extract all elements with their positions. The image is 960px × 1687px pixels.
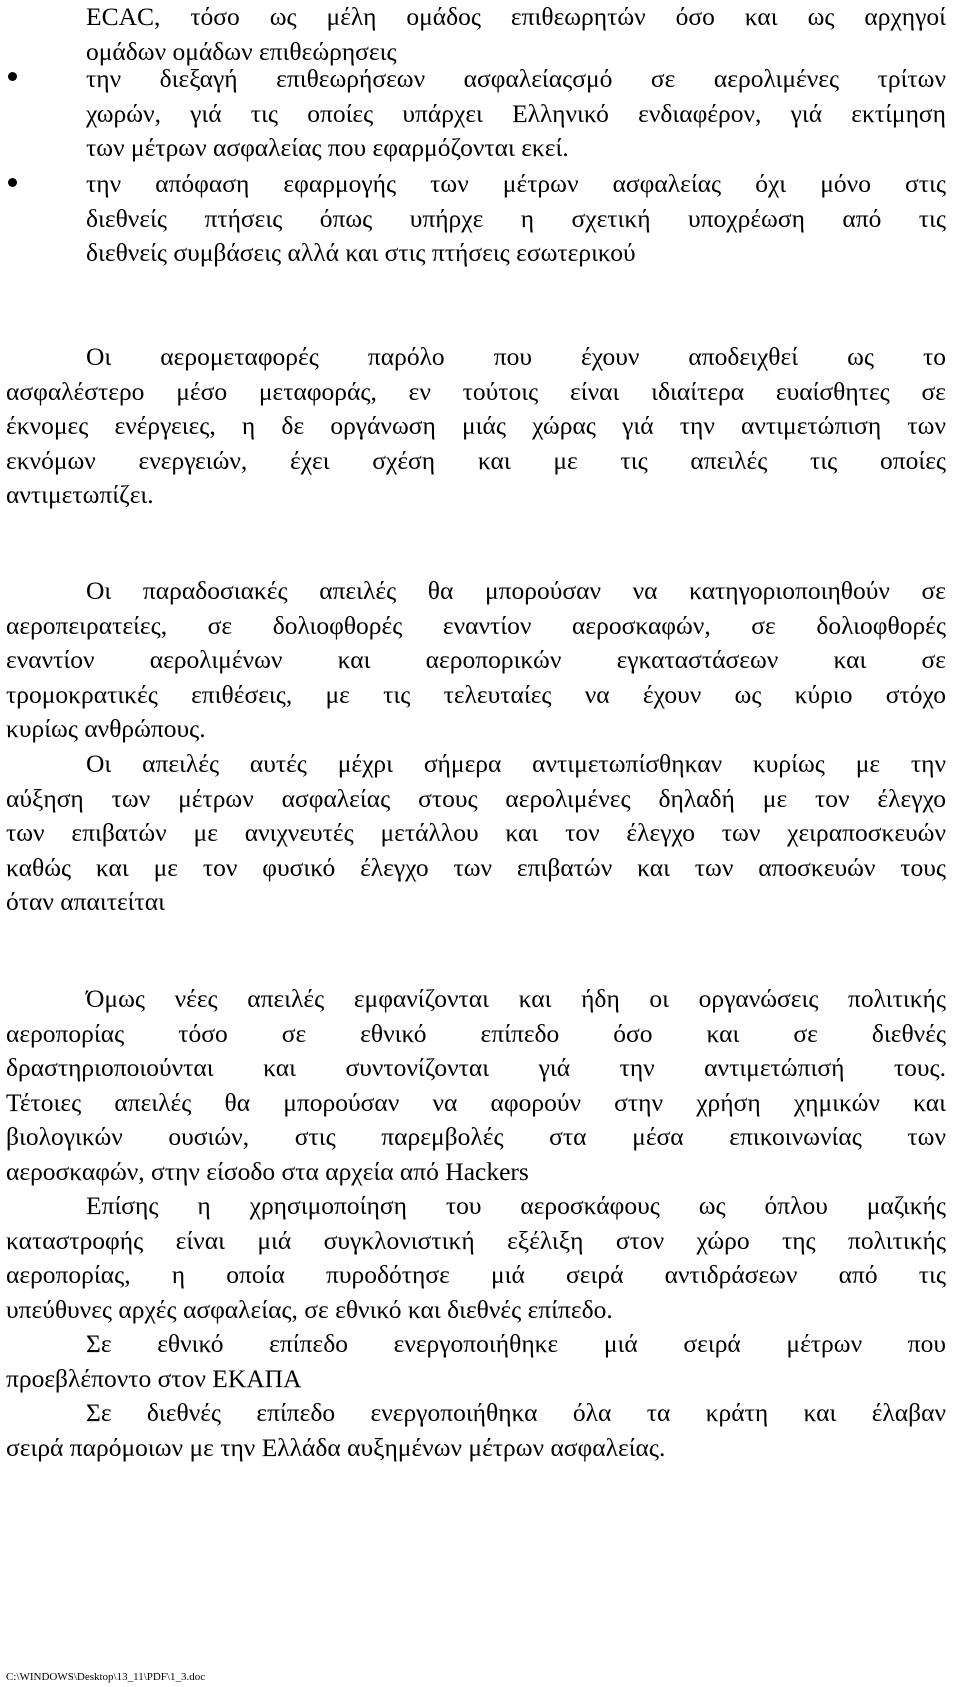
text-line: Τέτοιες απειλές θα μπορούσαν να αφορούν στην χρήση χημικών και xyxy=(6,1087,946,1117)
paragraph-2 xyxy=(6,574,946,747)
text-line: την απόφαση εφαρμογής των μέτρων ασφαλείας όχι μόνο στις xyxy=(86,169,946,198)
text-line: Οι απειλές αυτές μέχρι σήμερα αντιμετωπίσθηκαν κυρίως με την xyxy=(86,749,946,778)
text-line: Όμως νέες απειλές εμφανίζονται και ήδη οι οργανώσεις πολιτικής xyxy=(86,984,946,1013)
text-line: δραστηριοποιούνται και συντονίζονται γιά την αντιμετώπισή τους. xyxy=(6,1053,946,1082)
text-line: ECAC, τόσο ως μέλη ομάδος επιθεωρητών όσο και ως αρχηγοί xyxy=(86,2,946,31)
text-line: αεροπορίας, η οποία πυροδότησε μιά σειρά αντιδράσεων από τις xyxy=(6,1260,946,1289)
text-line: εκνόμων ενεργειών, έχει σχέση και με τις απειλές τις οποίες xyxy=(6,445,946,475)
text-line: Επίσης η χρησιμοποίηση του αεροσκάφους ως όπλου μαζικής xyxy=(86,1191,946,1220)
text-line: την διεξαγή επιθεωρήσεων ασφαλείαςσμό σε αερολιμένες τρίτων xyxy=(86,64,946,93)
text-line: διεθνείς συμβάσεις αλλά και στις πτήσεις εσωτερικού xyxy=(86,238,636,267)
paragraph-5 xyxy=(6,1189,946,1327)
bullet-continuation xyxy=(86,0,946,69)
text-line: καταστροφής είναι μιά συγκλονιστική εξέλιξη στον χώρο της πολιτικής xyxy=(6,1225,946,1255)
text-line: σειρά παρόμοιων με την Ελλάδα αυξημένων μέτρων ασφαλείας. xyxy=(6,1432,666,1462)
text-line: ασφαλέστερο μέσο μεταφοράς, εν τούτοις είναι ιδιαίτερα ευαίσθητες σε xyxy=(6,376,946,406)
text-line: αεροπορίας τόσο σε εθνικό επίπεδο όσο και σε διεθνές xyxy=(6,1018,946,1048)
text-line: Οι παραδοσιακές απειλές θα μπορούσαν να κατηγοριοποιηθούν σε xyxy=(86,576,946,605)
paragraph-4 xyxy=(6,982,946,1189)
text-line: αύξηση των μέτρων ασφαλείας στους αερολιμένες δηλαδή με τον έλεγχο xyxy=(6,783,946,813)
text-line: όταν απαιτείται xyxy=(6,887,166,916)
text-line: των επιβατών με ανιχνευτές μετάλλου και τον έλεγχο των χειραποσκευών xyxy=(6,818,946,847)
bullet-item-2 xyxy=(86,167,946,271)
paragraph-6 xyxy=(6,1327,946,1396)
text-line: των μέτρων ασφαλείας που εφαρμόζονται εκεί. xyxy=(86,133,569,162)
paragraph-7 xyxy=(6,1396,946,1465)
bullet-item-1 xyxy=(86,62,946,166)
text-line: κυρίως ανθρώπους. xyxy=(6,714,206,743)
text-line: Σε διεθνές επίπεδο ενεργοποιήθηκα όλα τα κράτη και έλαβαν xyxy=(86,1398,946,1427)
footer-file-path: C:\WINDOWS\Desktop\13_11\PDF\1_3.doc xyxy=(6,1671,206,1683)
text-line: καθώς και με τον φυσικό έλεγχο των επιβατών και των αποσκευών τους xyxy=(6,852,946,882)
text-line: διεθνείς πτήσεις όπως υπήρχε η σχετική υποχρέωση από τις xyxy=(86,203,946,233)
text-line: βιολογικών ουσιών, στις παρεμβολές στα μέσα επικοινωνίας των xyxy=(6,1122,946,1151)
text-line: έκνομες ενέργειες, η δε οργάνωση μιάς χώρας γιά την αντιμετώπιση των xyxy=(6,411,946,440)
text-line: τρομοκρατικές επιθέσεις, με τις τελευταίες να έχουν ως κύριο στόχο xyxy=(6,679,946,709)
text-line: εναντίον αερολιμένων και αεροπορικών εγκαταστάσεων και σε xyxy=(6,645,946,674)
text-line: Οι αερομεταφορές παρόλο που έχουν αποδειχθεί ως το xyxy=(86,342,946,371)
text-line: ομάδων ομάδων επιθεώρησεις xyxy=(86,36,397,66)
text-line: αεροπειρατείες, σε δολιοφθορές εναντίον αεροσκαφών, σε δολιοφθορές xyxy=(6,610,946,640)
text-line: προεβλέποντο στον ΕΚΑΠΑ xyxy=(6,1363,302,1393)
text-line: υπεύθυνες αρχές ασφαλείας, σε εθνικό και διεθνές επίπεδο. xyxy=(6,1294,613,1324)
bullet-marker xyxy=(8,178,17,187)
paragraph-1 xyxy=(6,340,946,513)
paragraph-3 xyxy=(6,747,946,920)
bullet-marker xyxy=(8,72,17,81)
text-line: αντιμετωπίζει. xyxy=(6,480,154,509)
text-line: Σε εθνικό επίπεδο ενεργοποιήθηκε μιά σειρά μέτρων που xyxy=(86,1329,946,1358)
text-line: αεροσκαφών, στην είσοδο στα αρχεία από Hackers xyxy=(6,1156,529,1186)
text-line: χωρών, γιά τις οποίες υπάρχει Ελληνικό ενδιαφέρον, γιά εκτίμηση xyxy=(86,98,946,128)
